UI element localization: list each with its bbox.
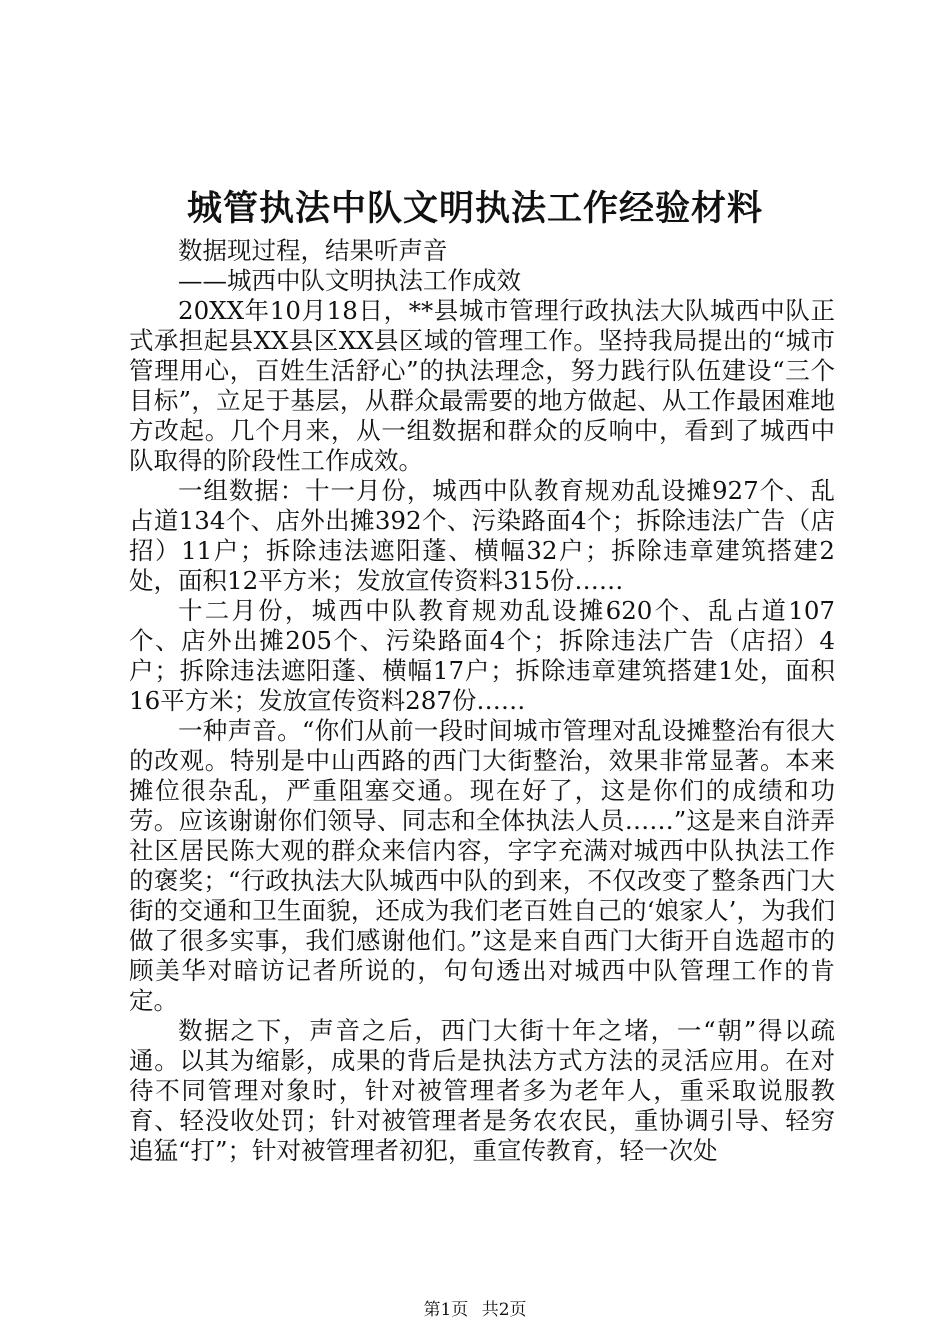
paragraph-december-data: 十二月份，城西中队教育规劝乱设摊620个、乱占道107个、店外出摊205个、污染路面4个；拆除违法广告（店招）4户；拆除违法遮阳蓬、横幅17户；拆除违章建筑搭建1处，面积16平方米；发放宣传资料287份…… xyxy=(129,596,835,715)
document-title: 城管执法中队文明执法工作经验材料 xyxy=(186,188,763,229)
subtitle-line: 数据现过程，结果听声音 xyxy=(178,236,448,265)
page-footer xyxy=(0,1298,950,1322)
subtitle-dash-line: ——城西中队文明执法工作成效 xyxy=(178,266,521,295)
document-body xyxy=(129,236,835,1166)
paragraph-conclusion: 数据之下，声音之后，西门大街十年之堵，一“朝”得以疏通。以其为缩影，成果的背后是执法方式方法的灵活应用。在对待不同管理对象时，针对被管理者多为老年人，重采取说服教育、轻没收处罚；针对被管理者是务农农民，重协调引导、轻穷追猛“打”；针对被管理者初犯，重宣传教育，轻一次处 xyxy=(129,1016,835,1165)
page-number: 第1页 xyxy=(423,1300,469,1320)
paragraph-public-voice: 一种声音。“你们从前一段时间城市管理对乱设摊整治有很大的改观。特别是中山西路的西门大街整治，效果非常显著。本来摊位很杂乱，严重阻塞交通。现在好了，这是你们的成绩和功劳。应该谢谢你们领导、同志和全体执法人员……”这是来自浒弄社区居民陈大观的群众来信内容，字字充满对城西中队执法工作的褒奖；“行政执法大队城西中队的到来，不仅改变了整条西门大街的交通和卫生面貌，还成为我们老百姓自己的‘娘家人’，为我们做了很多实事，我们感谢他们。”这是来自西门大街开自选超市的顾美华对暗访记者所说的，句句透出对城西中队管理工作的肯定。 xyxy=(129,716,835,1015)
paragraph-intro: 20XX年10月18日，**县城市管理行政执法大队城西中队正式承担起县XX县区XX县区域的管理工作。坚持我局提出的“城市管理用心，百姓生活舒心”的执法理念，努力践行队伍建设“三个目标”，立足于基层，从群众最需要的地方做起、从工作最困难地方改起。几个月来，从一组数据和群众的反响中，看到了城西中队取得的阶段性工作成效。 xyxy=(129,296,835,475)
paragraph-november-data: 一组数据：十一月份，城西中队教育规劝乱设摊927个、乱占道134个、店外出摊392个、污染路面4个；拆除违法广告（店招）11户；拆除违法遮阳蓬、横幅32户；拆除违章建筑搭建2处，面积12平方米；发放宣传资料315份…… xyxy=(129,476,835,595)
page-total: 共2页 xyxy=(481,1300,527,1320)
